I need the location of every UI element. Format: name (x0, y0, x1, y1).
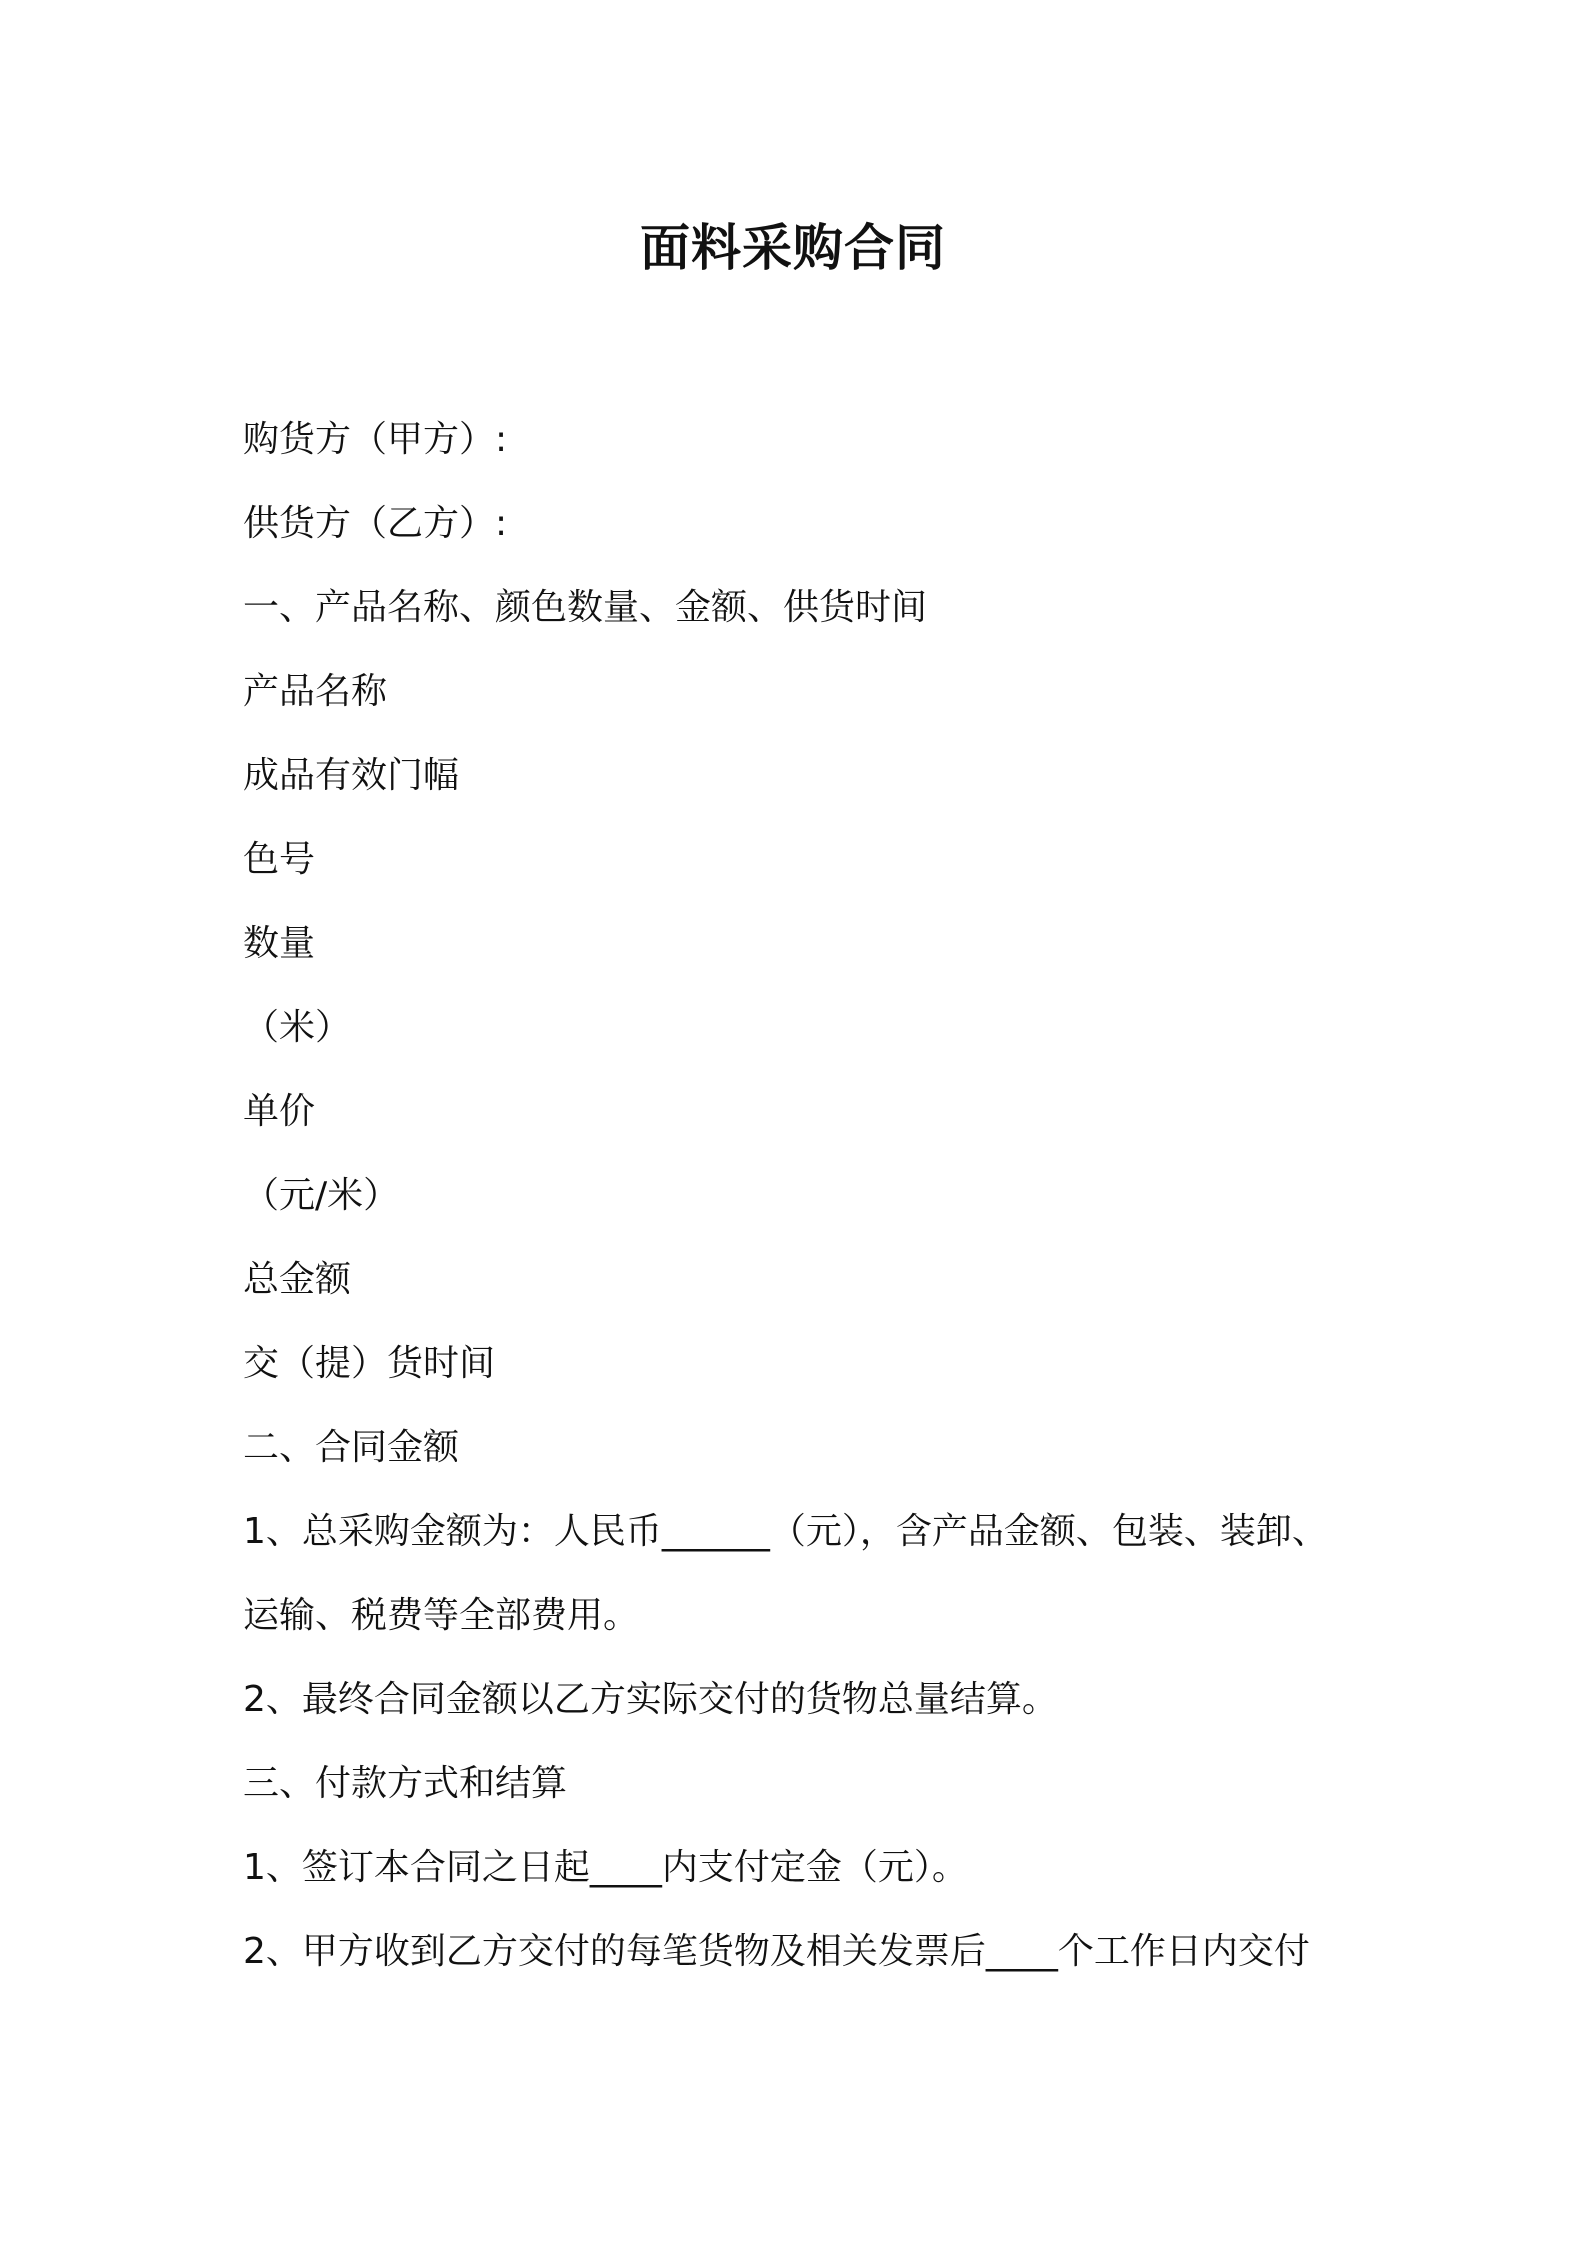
document-title: 面料采购合同 (640, 219, 946, 277)
document-body (243, 398, 1403, 1994)
clause-3-1: 1、签订本合同之日起____内支付定金（元）。 (243, 1847, 968, 1888)
supplier-line: 供货方（乙方）: (243, 503, 508, 544)
clause-2-1-line-1: 1、总采购金额为：人民币______（元），含产品金额、包装、装卸、 (243, 1511, 1328, 1552)
quantity-label: 数量 (243, 923, 316, 964)
section-2-heading: 二、合同金额 (243, 1427, 460, 1468)
clause-3-2: 2、甲方收到乙方交付的每笔货物及相关发票后____个工作日内交付 (243, 1931, 1310, 1972)
product-name-label: 产品名称 (243, 671, 388, 712)
clause-2-2: 2、最终合同金额以乙方实际交付的货物总量结算。 (243, 1679, 1058, 1720)
effective-width-label: 成品有效门幅 (243, 755, 460, 796)
section-3-heading: 三、付款方式和结算 (243, 1763, 568, 1804)
quantity-unit: （米） (243, 1007, 352, 1048)
unit-price-label: 单价 (243, 1091, 316, 1132)
section-1-heading: 一、产品名称、颜色数量、金额、供货时间 (243, 587, 928, 628)
clause-2-1-line-2: 运输、税费等全部费用。 (243, 1595, 640, 1636)
delivery-time-label: 交（提）货时间 (243, 1343, 496, 1384)
unit-price-unit: （元/米） (243, 1175, 400, 1216)
buyer-line: 购货方（甲方）: (243, 419, 508, 460)
color-number-label: 色号 (243, 839, 316, 880)
total-amount-label: 总金额 (243, 1259, 352, 1300)
